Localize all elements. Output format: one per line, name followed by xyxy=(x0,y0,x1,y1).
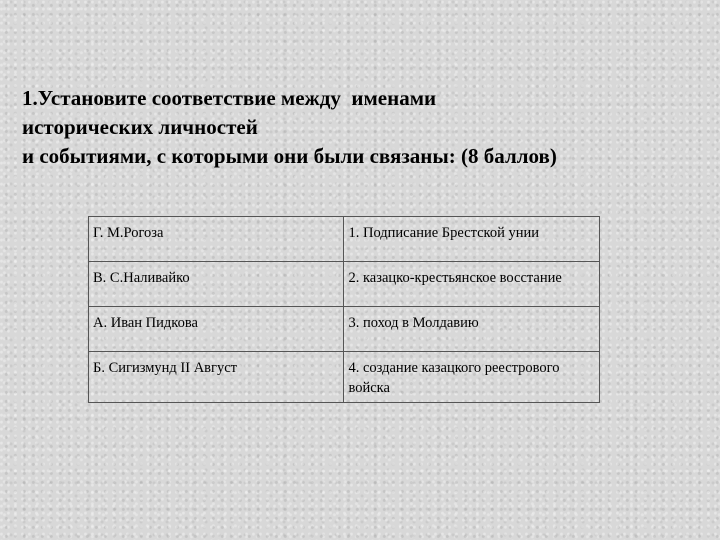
table-row xyxy=(89,352,600,403)
task-title-line-3: и событиями, с которыми они были связаны: (8 баллов) xyxy=(22,144,557,168)
event-cell: 2. казацко-крестьянское восстание xyxy=(344,262,600,307)
matching-table xyxy=(88,216,600,403)
table-row xyxy=(89,307,600,352)
person-cell: В. С.Наливайко xyxy=(89,262,344,307)
event-cell: 4. создание казацкого реестрового войска xyxy=(344,352,600,403)
event-cell: 1. Подписание Брестской унии xyxy=(344,217,600,262)
task-title-line-2: исторических личностей xyxy=(22,115,258,139)
person-cell: Б. Сигизмунд II Август xyxy=(89,352,344,403)
task-title xyxy=(22,84,702,171)
event-cell: 3. поход в Молдавию xyxy=(344,307,600,352)
task-title-line-1: 1.Установите соответствие между именами xyxy=(22,86,437,110)
table-row xyxy=(89,217,600,262)
table-row xyxy=(89,262,600,307)
person-cell: А. Иван Пидкова xyxy=(89,307,344,352)
person-cell: Г. М.Рогоза xyxy=(89,217,344,262)
